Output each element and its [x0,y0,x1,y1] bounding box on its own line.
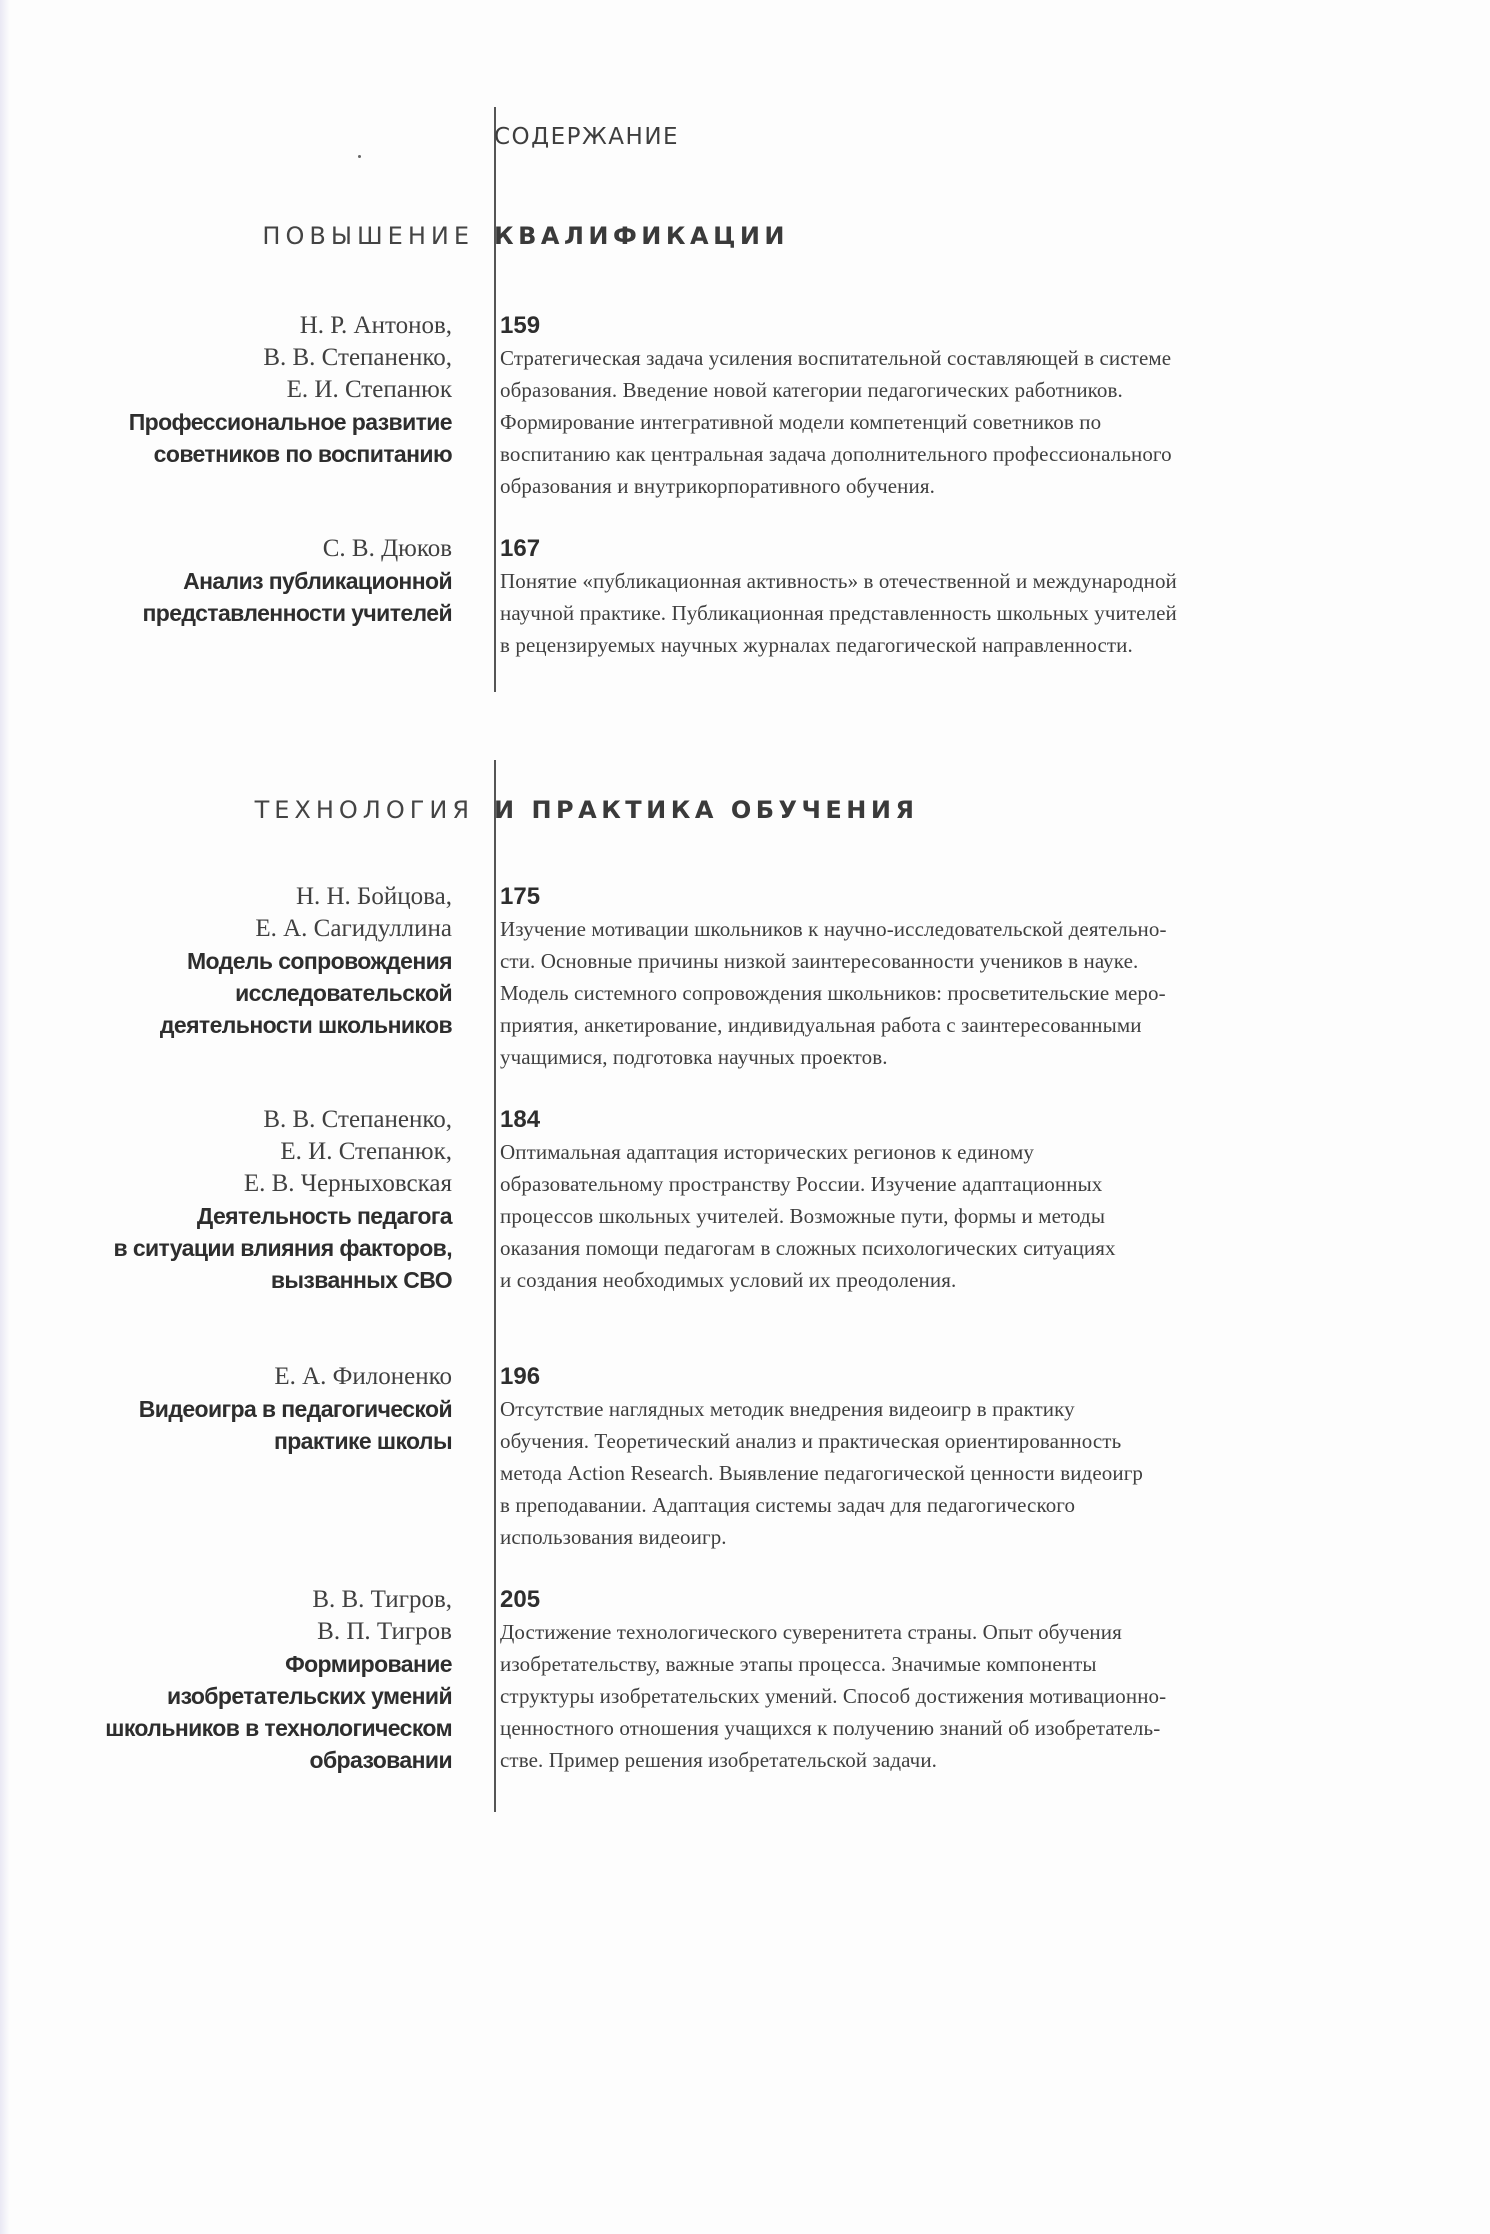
column-divider [494,107,496,692]
article-title: изобретательских умений [167,1683,452,1709]
abstract-line: Понятие «публикационная активность» в отечественной и международной [500,569,1177,593]
article-title: советников по воспитанию [153,441,452,467]
article-title: практике школы [273,1428,452,1454]
author: Е. В. Черныховская [243,1170,452,1197]
author: С. В. Дюков [322,535,452,562]
article-title: представленности учителей [142,600,452,626]
article-title: Видеоигра в педагогической [138,1396,452,1422]
entry-meta [12,881,452,1041]
entry-meta [12,1104,452,1296]
entry-abstract [500,1361,1300,1553]
abstract-line: сти. Основные причины низкой заинтересованности учеников в науке. [500,949,1139,973]
entry-abstract [500,881,1300,1073]
abstract-line: приятия, анкетирование, индивидуальная работа с заинтересованными [500,1013,1142,1037]
abstract-line: Модель системного сопровождения школьников: просветительские меро- [500,981,1166,1005]
author: Е. А. Филоненко [274,1363,452,1390]
author: Е. И. Степанюк [286,376,452,403]
abstract-line: Достижение технологического суверенитета страны. Опыт обучения [500,1620,1122,1644]
abstract-line: научной практике. Публикационная представленность школьных учителей [500,601,1177,625]
abstract-line: образовательному пространству России. Изучение адаптационных [500,1172,1103,1196]
author: В. В. Тигров, [312,1586,452,1613]
author: Н. Н. Бойцова, [295,883,452,910]
author: Е. А. Сагидуллина [255,915,452,942]
abstract-line: метода Action Research. Выявление педагогической ценности видеоигр [500,1461,1144,1485]
entry-meta [12,310,452,470]
abstract-line: процессов школьных учителей. Возможные пути, формы и методы [500,1204,1106,1228]
abstract-line: образования. Введение новой категории педагогических работников. [500,378,1123,402]
page-number[interactable]: 196 [500,1363,541,1390]
entry-abstract [500,310,1300,502]
article-title: Деятельность педагога [196,1203,452,1229]
page-number[interactable]: 167 [500,535,541,562]
entry-meta [12,533,452,629]
abstract-line: Стратегическая задача усиления воспитательной составляющей в системе [500,346,1172,370]
article-title: вызванных СВО [270,1267,452,1293]
scan-speck [358,155,361,158]
section-title-left: ПОВЫШЕНИЕ [262,222,474,250]
entry-meta [12,1584,452,1776]
article-title: в ситуации влияния факторов, [113,1235,452,1261]
page-number[interactable]: 184 [500,1106,541,1133]
article-title: Профессиональное развитие [128,409,452,435]
entry-meta [12,1361,452,1457]
section-title-left: ТЕХНОЛОГИЯ [254,796,474,824]
abstract-line: учащимися, подготовка научных проектов. [500,1045,888,1069]
author: Е. И. Степанюк, [280,1138,452,1165]
abstract-line: воспитанию как центральная задача дополнительного профессионального [500,442,1172,466]
author: В. П. Тигров [317,1618,452,1645]
abstract-line: стве. Пример решения изобретательской задачи. [500,1748,938,1772]
author: В. В. Степаненко, [263,1106,452,1133]
abstract-line: Формирование интегративной модели компетенций советников по [500,410,1102,434]
entry-abstract [500,533,1300,661]
abstract-line: в рецензируемых научных журналах педагогической направленности. [500,633,1133,657]
abstract-line: в преподавании. Адаптация системы задач для педагогического [500,1493,1076,1517]
section-title-right: И ПРАКТИКА ОБУЧЕНИЯ [494,796,919,824]
article-title: Модель сопровождения [187,948,452,974]
page-title: СОДЕРЖАНИЕ [494,124,680,150]
article-title: образовании [309,1747,452,1773]
section-title-right: КВАЛИФИКАЦИИ [494,222,790,250]
abstract-line: и создания необходимых условий их преодоления. [500,1268,957,1292]
abstract-line: Оптимальная адаптация исторических регионов к единому [500,1140,1034,1164]
abstract-line: ценностного отношения учащихся к получению знаний об изобретатель- [500,1716,1161,1740]
page-number[interactable]: 175 [500,883,541,910]
abstract-line: использования видеоигр. [500,1525,727,1549]
abstract-line: структуры изобретательских умений. Способ достижения мотивационно- [500,1684,1167,1708]
article-title: деятельности школьников [159,1012,452,1038]
column-divider [494,760,496,1812]
article-title: школьников в технологическом [105,1715,452,1741]
entry-abstract [500,1584,1300,1776]
abstract-line: обучения. Теоретический анализ и практическая ориентированность [500,1429,1122,1453]
abstract-line: Изучение мотивации школьников к научно-исследовательской деятельно- [500,917,1167,941]
author: В. В. Степаненко, [263,344,452,371]
entry-abstract [500,1104,1300,1296]
article-title: Анализ публикационной [183,568,452,594]
page-edge-shadow [0,0,10,2234]
page-number[interactable]: 159 [500,312,541,339]
abstract-line: оказания помощи педагогам в сложных психологических ситуациях [500,1236,1116,1260]
abstract-line: изобретательству, важные этапы процесса. Значимые компоненты [500,1652,1097,1676]
author: Н. Р. Антонов, [299,312,452,339]
article-title: исследовательской [235,980,452,1006]
abstract-line: Отсутствие наглядных методик внедрения видеоигр в практику [500,1397,1075,1421]
page-number[interactable]: 205 [500,1586,541,1613]
abstract-line: образования и внутрикорпоративного обучения. [500,474,935,498]
article-title: Формирование [285,1651,452,1677]
